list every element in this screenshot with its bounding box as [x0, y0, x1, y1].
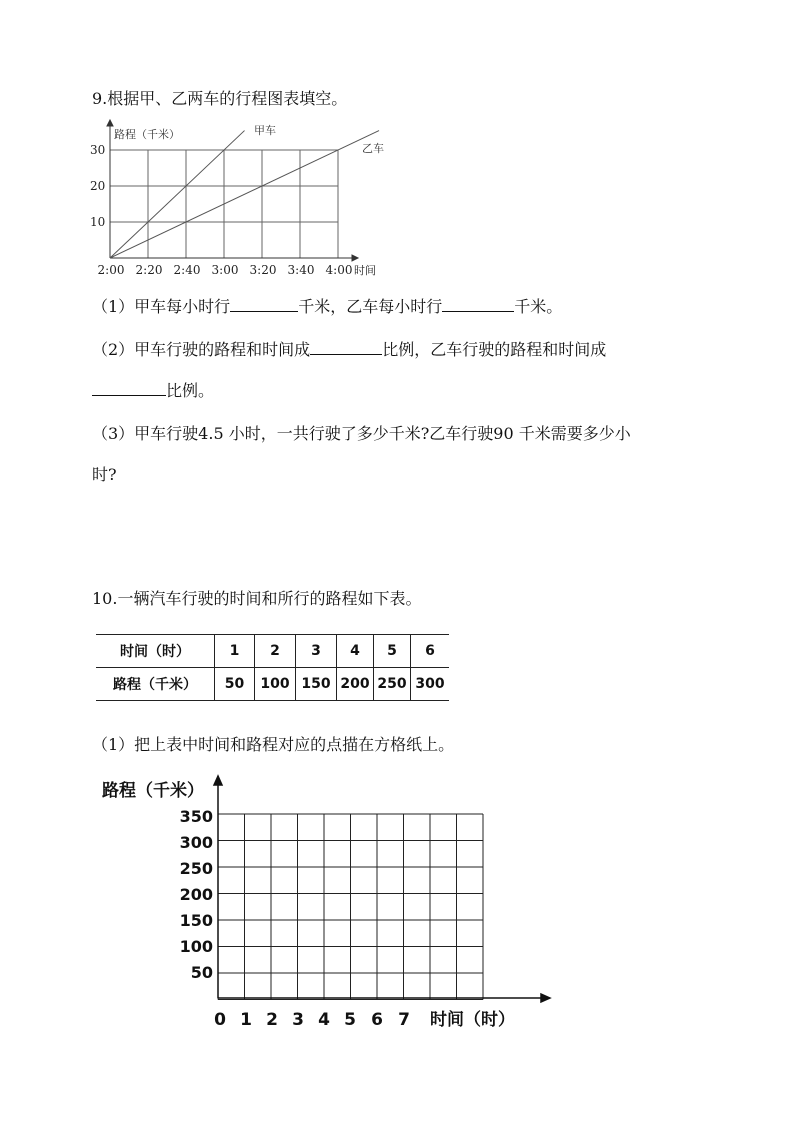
- x-tick-label: 1: [240, 1010, 252, 1030]
- y-tick-label: 250: [179, 859, 213, 878]
- grid-lines: [218, 814, 483, 1000]
- table-cell: 150: [296, 668, 337, 701]
- answer-blank[interactable]: [230, 295, 298, 312]
- series-label-yi: 乙车: [362, 142, 384, 155]
- q9-part1-text-c: 千米。: [514, 297, 563, 316]
- q9-part2-text-a: （2）甲车行驶的路程和时间成: [92, 340, 311, 359]
- x-tick-label: 2:20: [135, 263, 163, 277]
- x-tick-label: 3: [292, 1010, 304, 1030]
- table-cell: 5: [374, 635, 411, 668]
- x-tick-label: 7: [398, 1010, 410, 1030]
- table-cell: 250: [374, 668, 411, 701]
- y-tick-label: 200: [179, 885, 213, 904]
- series-label-jia: 甲车: [254, 124, 276, 137]
- y-tick-label: 50: [190, 963, 213, 982]
- table-cell: 100: [255, 668, 296, 701]
- q9-part3-line1: （3）甲车行驶4.5 小时，一共行驶了多少千米?乙车行驶90 千米需要多少小: [92, 424, 631, 443]
- x-tick-label: 4: [318, 1010, 330, 1030]
- x-tick-label: 6: [371, 1010, 383, 1030]
- y-tick-label: 30: [90, 143, 106, 157]
- chart-y-axis-label: 路程（千米）: [114, 128, 180, 141]
- grid-y-axis-label: 路程（千米）: [102, 781, 204, 801]
- y-tick-label: 20: [90, 179, 106, 193]
- table-cell: 6: [411, 635, 450, 668]
- q10-data-table: [96, 634, 449, 701]
- table-cell: 2: [255, 635, 296, 668]
- q9-part2-text-b: 比例，乙车行驶的路程和时间成: [382, 340, 607, 359]
- x-tick-label: 0: [214, 1010, 226, 1030]
- table-cell: 4: [337, 635, 374, 668]
- q9-part2-line2: [92, 378, 214, 401]
- y-tick-label: 350: [179, 807, 213, 826]
- q9-part1: [92, 294, 562, 317]
- x-tick-label: 2:40: [173, 263, 201, 277]
- table-cell: 50: [215, 668, 255, 701]
- table-row-distance: [96, 668, 449, 701]
- grid-axes: [214, 776, 550, 1002]
- table-row-time: [96, 635, 449, 668]
- table-cell: 1: [215, 635, 255, 668]
- x-tick-label: 3:20: [249, 263, 277, 277]
- x-tick-label: 3:00: [211, 263, 239, 277]
- q9-part1-text-a: （1）甲车每小时行: [92, 297, 231, 316]
- table-cell: 3: [296, 635, 337, 668]
- y-tick-label: 300: [179, 833, 213, 852]
- x-tick-label: 2: [266, 1010, 278, 1030]
- answer-blank[interactable]: [442, 295, 514, 312]
- x-tick-label: 3:40: [287, 263, 315, 277]
- q10-graph-paper[interactable]: [100, 770, 570, 1038]
- table-cell: 300: [411, 668, 450, 701]
- chart-x-axis-label: 时间: [354, 264, 376, 277]
- answer-blank[interactable]: [92, 379, 166, 396]
- chart-axes: [107, 120, 358, 261]
- q9-travel-chart: [86, 116, 386, 282]
- answer-blank[interactable]: [310, 338, 382, 355]
- table-row-header: 时间（时）: [96, 635, 215, 668]
- x-tick-label: 5: [344, 1010, 356, 1030]
- x-tick-label: 2:00: [97, 263, 125, 277]
- x-tick-label: 4:00: [325, 263, 353, 277]
- q9-part2-text-c: 比例。: [166, 381, 215, 400]
- q9-part2-line1: [92, 337, 606, 360]
- grid-x-axis-label: 时间（时）: [430, 1010, 515, 1030]
- table-row-header: 路程（千米）: [96, 668, 215, 701]
- q9-part1-text-b: 千米，乙车每小时行: [298, 297, 443, 316]
- q10-part1: （1）把上表中时间和路程对应的点描在方格纸上。: [92, 735, 455, 754]
- q9-title: 9.根据甲、乙两车的行程图表填空。: [92, 89, 348, 108]
- y-tick-label: 150: [179, 911, 213, 930]
- y-tick-label: 100: [179, 937, 213, 956]
- q9-part3-line2: 时?: [92, 465, 117, 484]
- q10-title: 10.一辆汽车行驶的时间和所行的路程如下表。: [92, 589, 422, 608]
- table-cell: 200: [337, 668, 374, 701]
- y-tick-label: 10: [90, 215, 106, 229]
